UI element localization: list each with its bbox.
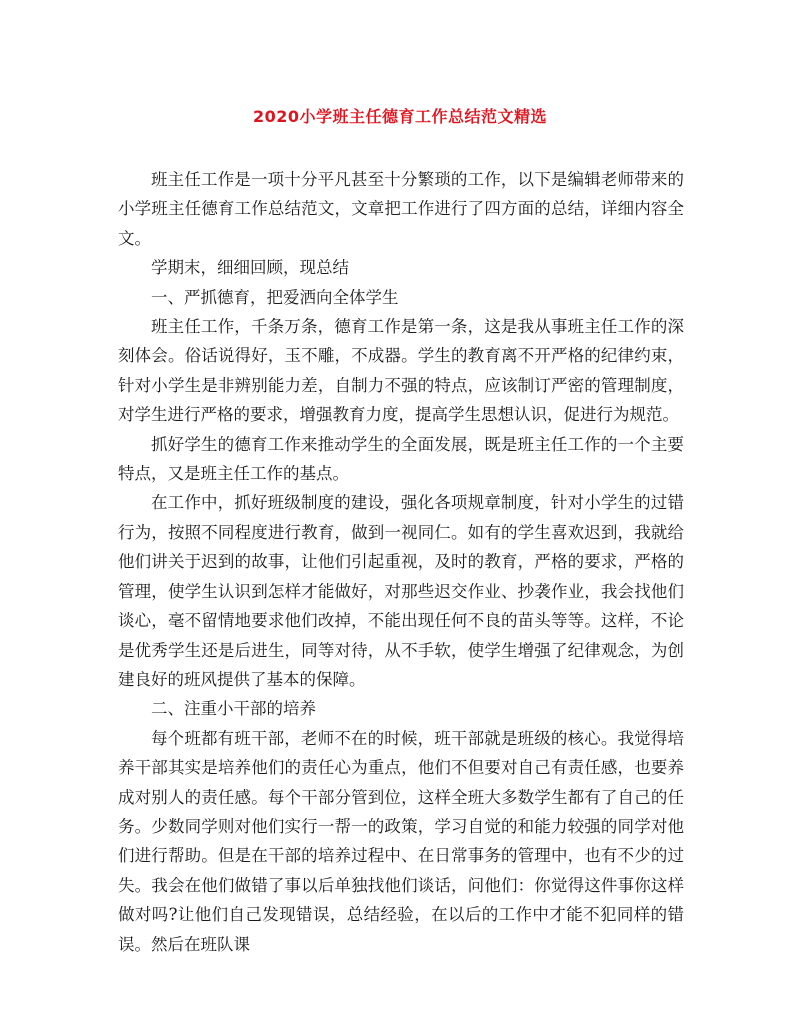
section-heading-2: 二、注重小干部的培养 [151, 699, 316, 719]
section-heading-1: 一、严抓德育，把爱洒向全体学生 [151, 287, 399, 307]
paragraph: 班主任工作，千条万条，德育工作是第一条，这是我从事班主任工作的深刻体会。俗话说得好，玉不雕，不成器。学生的教育离不开严格的纪律约束，针对小学生是非辨别能力差，自制力不强的特点，应该制订严密的管理制度，对学生进行严格的要求，增强教育力度，提高学生思想认识，促进行为规范。 [118, 317, 684, 425]
document-title: 2020小学班主任德育工作总结范文精选 [252, 107, 548, 126]
paragraph: 每个班都有班干部，老师不在的时候，班干部就是班级的核心。我觉得培养干部其实是培养他们的责任心为重点，他们不但要对自己有责任感，也要养成对别人的责任感。每个干部分管到位，这样全班大多数学生都有了自己的任务。少数同学则对他们实行一帮一的政策，学习自觉的和能力较强的同学对他们进行帮助。但是在干部的培养过程中、在日常事务的管理中，也有不少的过失。我会在他们做错了事以后单独找他们谈话，问他们：你觉得这件事你这样做对吗?让他们自己发现错误，总结经验，在以后的工作中才能不犯同样的错误。然后在班队课 [118, 728, 684, 954]
document-body [118, 165, 684, 959]
paragraph-intro: 班主任工作是一项十分平凡甚至十分繁琐的工作，以下是编辑老师带来的小学班主任德育工作总结范文，文章把工作进行了四方面的总结，详细内容全文。 [118, 170, 684, 248]
paragraph: 抓好学生的德育工作来推动学生的全面发展，既是班主任工作的一个主要特点，又是班主任工作的基点。 [118, 434, 684, 484]
paragraph-summary-lead: 学期末，细细回顾，现总结 [151, 258, 349, 278]
paragraph: 在工作中，抓好班级制度的建设，强化各项规章制度，针对小学生的过错行为，按照不同程度进行教育，做到一视同仁。如有的学生喜欢迟到，我就给他们讲关于迟到的故事，让他们引起重视，及时的教育，严格的要求，严格的管理，使学生认识到怎样才能做好，对那些迟交作业、抄袭作业，我会找他们谈心，毫不留情地要求他们改掉，不能出现任何不良的苗头等等。这样，不论是优秀学生还是后进生，同等对待，从不手软，使学生增强了纪律观念，为创建良好的班风提供了基本的保障。 [118, 493, 684, 689]
